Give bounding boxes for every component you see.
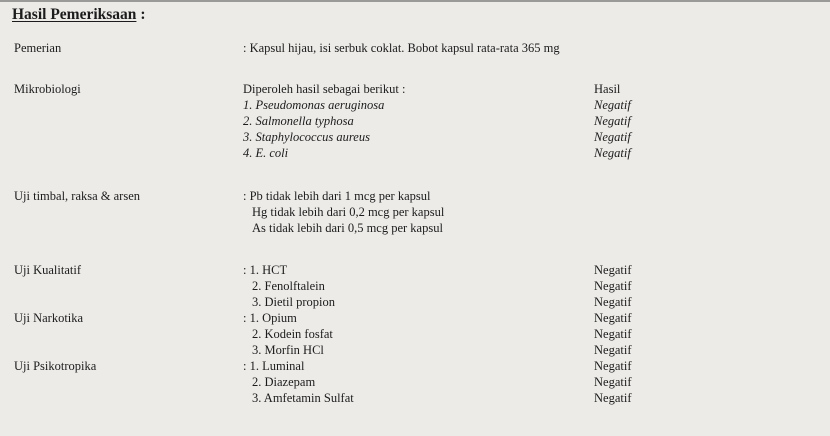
psikotropika-item-2: 2. Diazepam bbox=[252, 375, 316, 389]
section-title-text: Hasil Pemeriksaan bbox=[12, 6, 137, 23]
mikrobiologi-label: Mikrobiologi bbox=[14, 82, 81, 96]
psikotropika-item-3: 3. Amfetamin Sulfat bbox=[252, 391, 354, 405]
kualitatif-result-3: Negatif bbox=[594, 295, 632, 309]
kualitatif-result-1: Negatif bbox=[594, 263, 632, 277]
mikro-result-2: Negatif bbox=[594, 114, 631, 128]
kualitatif-item-1: : 1. HCT bbox=[243, 263, 288, 277]
kualitatif-result-2: Negatif bbox=[594, 279, 632, 293]
section-title-colon: : bbox=[136, 6, 146, 23]
narkotika-item-1: : 1. Opium bbox=[243, 311, 297, 325]
mikrobiologi-result-header: Hasil bbox=[594, 82, 621, 96]
logam-line-1: : Pb tidak lebih dari 1 mcg per kapsul bbox=[243, 189, 431, 203]
mikro-result-1: Negatif bbox=[594, 98, 631, 112]
mikro-item-4: 4. E. coli bbox=[243, 146, 289, 160]
top-rule bbox=[0, 0, 830, 2]
narkotika-result-1: Negatif bbox=[594, 311, 632, 325]
narkotika-item-2: 2. Kodein fosfat bbox=[252, 327, 333, 341]
kualitatif-label: Uji Kualitatif bbox=[14, 263, 81, 277]
mikro-item-2: 2. Salmonella typhosa bbox=[243, 114, 354, 128]
mikrobiologi-intro: Diperoleh hasil sebagai berikut : bbox=[243, 82, 406, 96]
pemerian-label: Pemerian bbox=[14, 41, 62, 55]
narkotika-item-3: 3. Morfin HCl bbox=[252, 343, 324, 357]
kualitatif-item-2: 2. Fenolftalein bbox=[252, 279, 325, 293]
kualitatif-item-3: 3. Dietil propion bbox=[252, 295, 335, 309]
psikotropika-result-1: Negatif bbox=[594, 359, 632, 373]
narkotika-result-3: Negatif bbox=[594, 343, 632, 357]
mikro-item-1: 1. Pseudomonas aeruginosa bbox=[243, 98, 385, 112]
logam-label: Uji timbal, raksa & arsen bbox=[14, 189, 141, 203]
psikotropika-result-3: Negatif bbox=[594, 391, 632, 405]
psikotropika-result-2: Negatif bbox=[594, 375, 632, 389]
pemerian-value: : Kapsul hijau, isi serbuk coklat. Bobot kapsul rata-rata 365 mg bbox=[243, 41, 560, 55]
mikro-result-4: Negatif bbox=[594, 146, 631, 160]
logam-line-2: Hg tidak lebih dari 0,2 mcg per kapsul bbox=[252, 205, 445, 219]
psikotropika-label: Uji Psikotropika bbox=[14, 359, 97, 373]
logam-line-3: As tidak lebih dari 0,5 mcg per kapsul bbox=[252, 221, 443, 235]
mikro-result-3: Negatif bbox=[594, 130, 631, 144]
narkotika-result-2: Negatif bbox=[594, 327, 632, 341]
section-title bbox=[12, 6, 145, 24]
mikro-item-3: 3. Staphylococcus aureus bbox=[243, 130, 370, 144]
psikotropika-item-1: : 1. Luminal bbox=[243, 359, 305, 373]
narkotika-label: Uji Narkotika bbox=[14, 311, 84, 325]
